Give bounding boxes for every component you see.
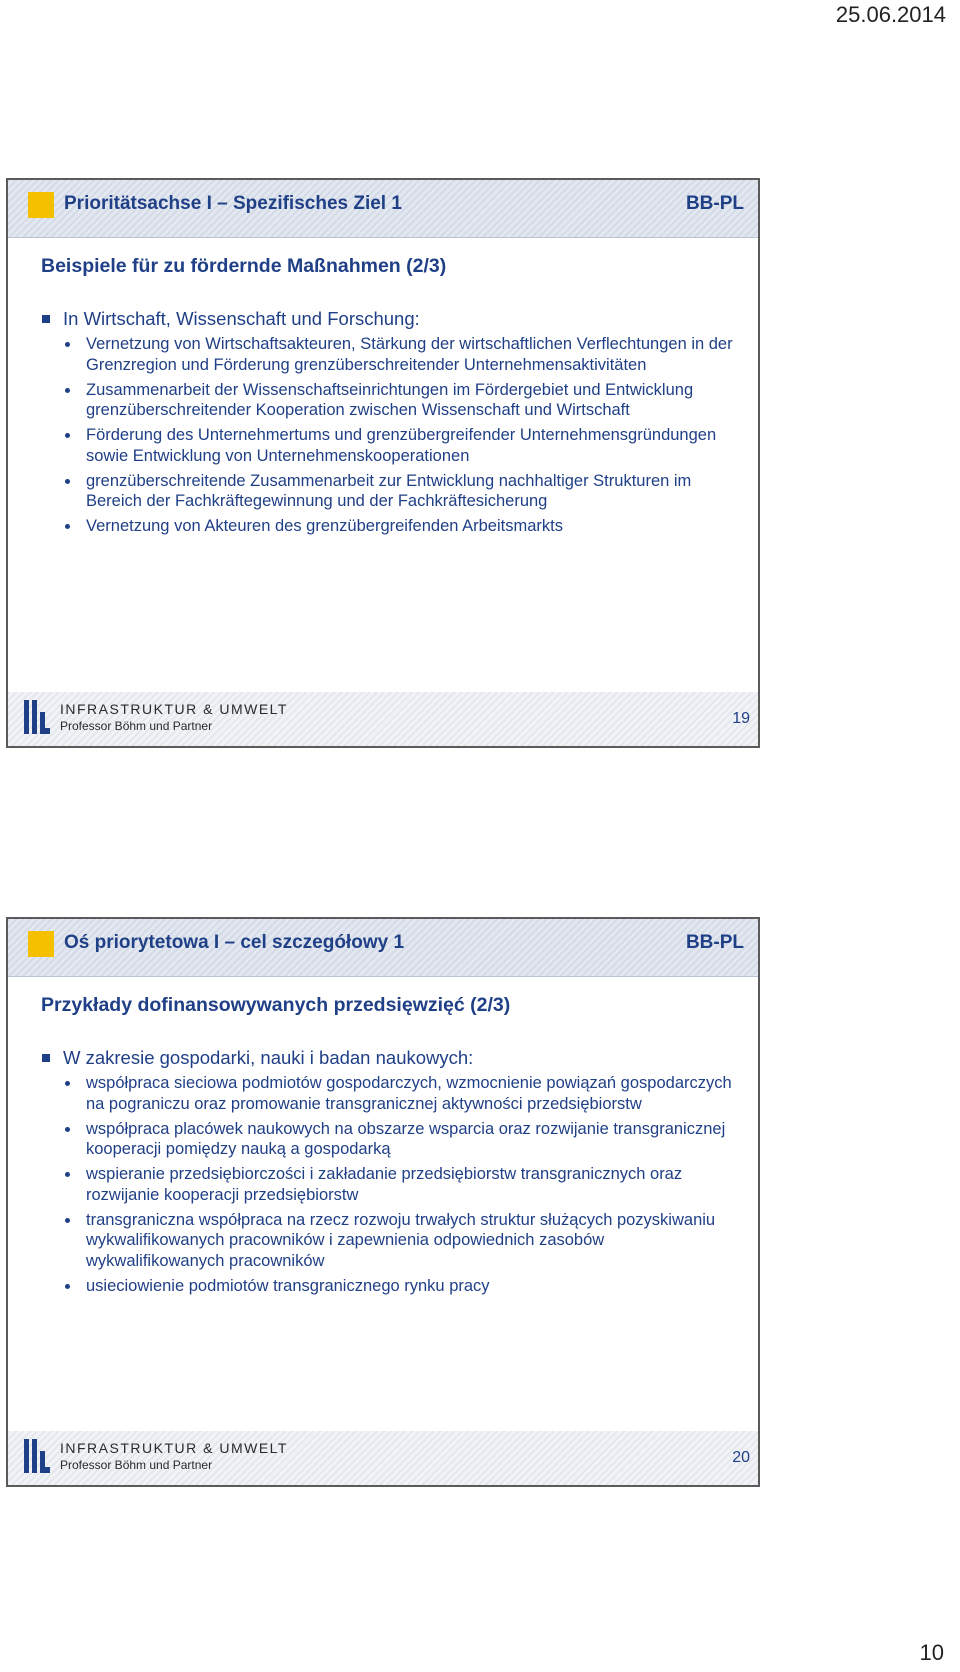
bullet-icon (65, 1218, 70, 1223)
list-item-text: współpraca sieciowa podmiotów gospodarczych, wzmocnienie powiązań gospodarczych na pograniczu oraz promowanie transgranicznej aktywności przedsiębiorstw (86, 1074, 732, 1113)
company-logo-icon (24, 1439, 50, 1473)
bullet-icon (65, 1172, 70, 1177)
list-item (41, 1119, 744, 1160)
bullet-icon (65, 524, 70, 529)
list-item-text: Zusammenarbeit der Wissenschaftseinrichtungen im Fördergebiet und Entwicklung grenzüberschreitender Kooperation zwischen Wissenschaft und Wirtschaft (86, 380, 694, 419)
main-point (41, 308, 744, 330)
logo-company-subtitle: Professor Böhm und Partner (60, 719, 213, 733)
logo-company-name: INFRASTRUKTUR & UMWELT (60, 1440, 288, 1456)
page-date: 25.06.2014 (835, 2, 946, 27)
slide-footer (8, 692, 758, 746)
square-bullet-icon (42, 315, 50, 323)
slide-number: 20 (732, 1449, 750, 1466)
list-item (41, 425, 744, 466)
bullet-icon (65, 342, 70, 347)
list-item-text: współpraca placówek naukowych na obszarze wsparcia oraz rozwijanie transgranicznej kooperacji pomiędzy nauką a gospodarką (86, 1119, 726, 1158)
slide-heading: Beispiele für zu fördernde Maßnahmen (2/3) (41, 255, 447, 277)
slide-header-code: BB-PL (685, 193, 744, 214)
bullet-icon (65, 1284, 70, 1289)
list-item (41, 1276, 744, 1297)
slide-header (8, 180, 758, 238)
list-item-text: wspieranie przedsiębiorczości i zakładanie przedsiębiorstw transgranicznych oraz rozwijanie kooperacji przedsiębiorstw (86, 1165, 683, 1204)
slide-header-title: Prioritätsachse I – Spezifisches Ziel 1 (64, 193, 402, 214)
list-item (41, 516, 744, 537)
slide-number: 19 (732, 710, 750, 727)
yellow-square-icon (28, 192, 54, 218)
logo-company-name: INFRASTRUKTUR & UMWELT (60, 701, 288, 717)
bullet-icon (65, 433, 70, 438)
logo-company-subtitle: Professor Böhm und Partner (60, 1458, 213, 1472)
bullet-list (41, 1073, 744, 1296)
list-item-text: grenzüberschreitende Zusammenarbeit zur Entwicklung nachhaltiger Strukturen im Bereich der Fachkräftegewinnung und der Fachkräftesicherung (86, 471, 692, 510)
bullet-icon (65, 388, 70, 393)
slide-footer (8, 1431, 758, 1485)
main-point-text: W zakresie gospodarki, nauki i badan naukowych: (63, 1047, 474, 1068)
slide-content (41, 308, 744, 541)
slide-heading: Przykłady dofinansowywanych przedsięwzięć (2/3) (41, 994, 511, 1016)
bullet-icon (65, 479, 70, 484)
list-item (41, 334, 744, 375)
slide-header (8, 919, 758, 977)
bullet-icon (65, 1081, 70, 1086)
main-point (41, 1047, 744, 1069)
main-point-text: In Wirtschaft, Wissenschaft und Forschung: (63, 308, 420, 329)
list-item (41, 1073, 744, 1114)
bullet-list (41, 334, 744, 537)
slide-header-code: BB-PL (685, 932, 744, 953)
list-item (41, 1164, 744, 1205)
yellow-square-icon (28, 931, 54, 957)
list-item (41, 380, 744, 421)
slide-header-title: Oś priorytetowa I – cel szczegółowy 1 (64, 932, 405, 953)
slide-19 (6, 178, 760, 748)
list-item-text: transgraniczna współpraca na rzecz rozwoju trwałych struktur służących pozyskiwaniu wykwalifikowanych pracowników i zapewnienia odpowiednich zasobów wykwalifikowanych pracowników (86, 1210, 716, 1270)
slide-content (41, 1047, 744, 1301)
slide-20 (6, 917, 760, 1487)
list-item-text: Vernetzung von Akteuren des grenzübergreifenden Arbeitsmarkts (86, 517, 563, 535)
list-item (41, 471, 744, 512)
list-item-text: Förderung des Unternehmertums und grenzübergreifender Unternehmensgründungen sowie Entwicklung von Unternehmenskooperationen (86, 426, 717, 465)
square-bullet-icon (42, 1054, 50, 1062)
company-logo-icon (24, 700, 50, 734)
page-number: 10 (919, 1640, 944, 1665)
bullet-icon (65, 1127, 70, 1132)
list-item-text: Vernetzung von Wirtschaftsakteuren, Stärkung der wirtschaftlichen Verflechtungen in der Grenzregion und Förderung grenzüberschreitender Unternehmensaktivitäten (86, 335, 733, 374)
list-item-text: usieciowienie podmiotów transgranicznego rynku pracy (86, 1276, 490, 1295)
list-item (41, 1210, 744, 1272)
